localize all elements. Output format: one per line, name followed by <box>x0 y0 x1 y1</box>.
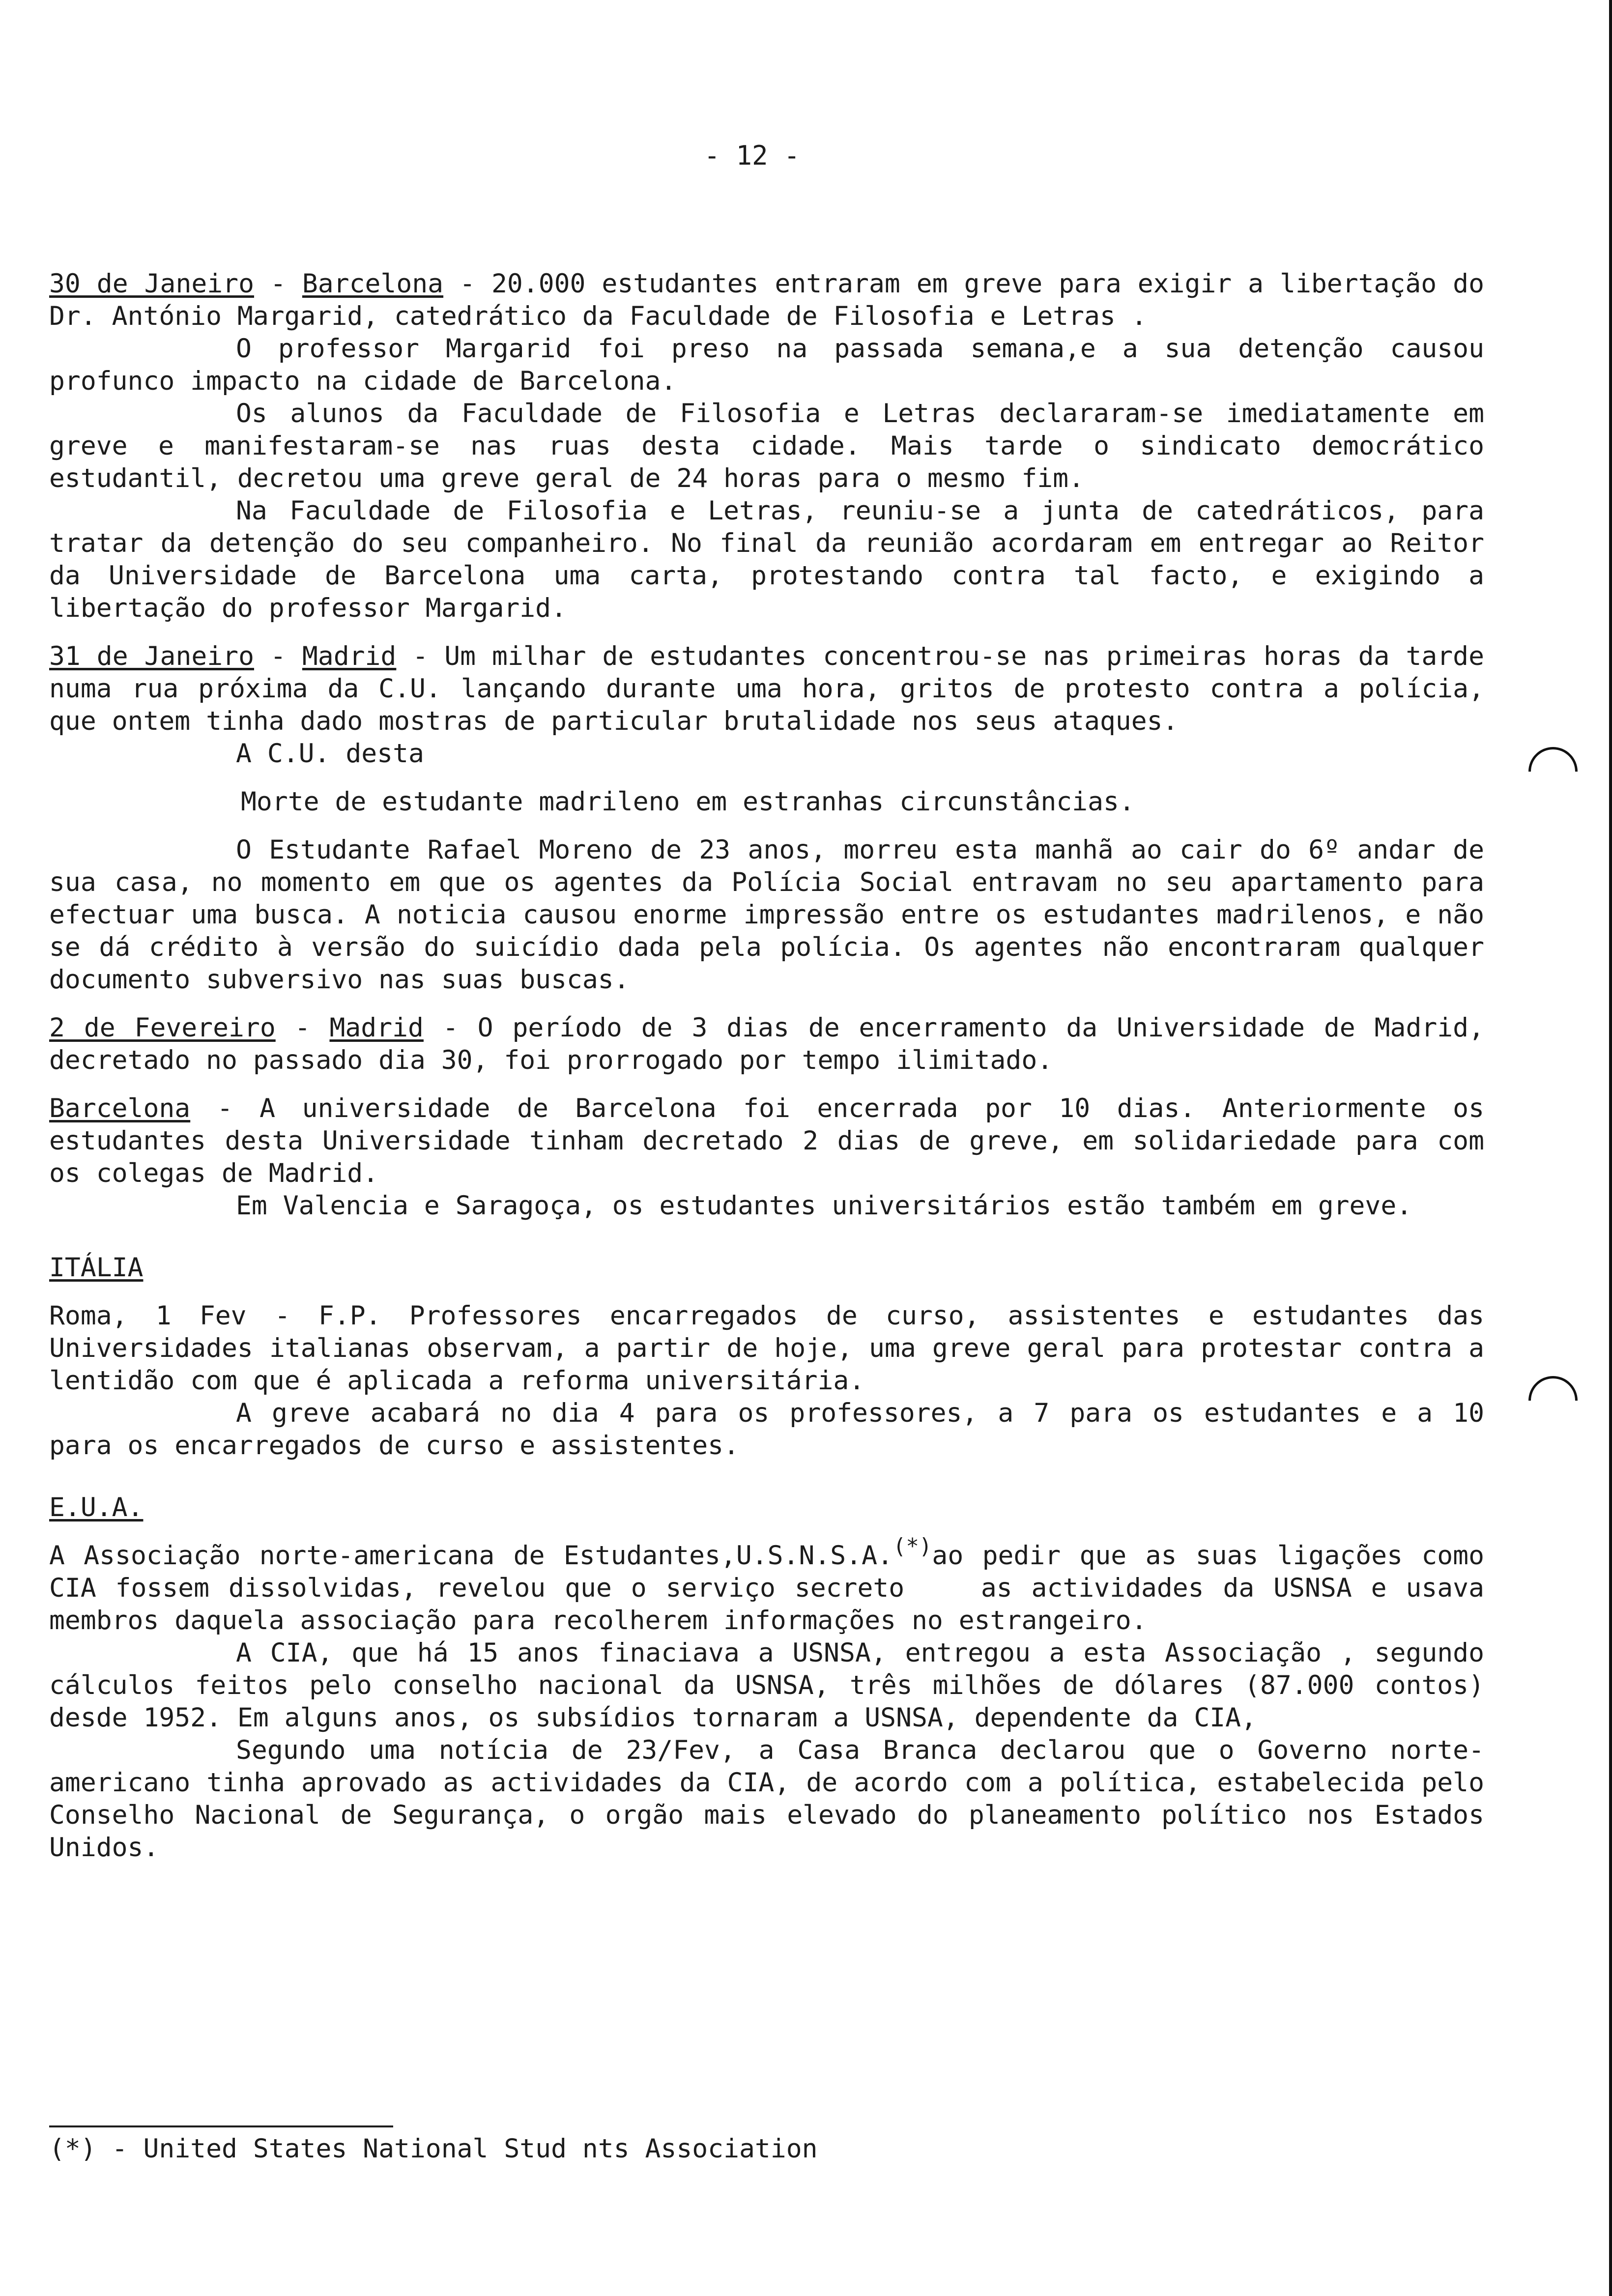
entry-place: Madrid <box>329 1013 424 1043</box>
paragraph: O Estudante Rafael Moreno de 23 anos, morreu esta manhã ao cair do 6º andar de sua casa, no momento em que os agentes da Polícia Social entravam no seu apartamento para efectuar uma busca. A noticia causou enorme impressão entre os estudantes madrilenos, e não se dá crédito à versão do suicídio dada pela polícia. Os agentes não encontraram qualquer documento subversivo nas suas buscas. <box>49 835 1500 995</box>
entry-place: Barcelona <box>49 1093 191 1123</box>
entry-jan30-lead: 30 de Janeiro - Barcelona - 20.000 estudantes entraram em greve para exigir a libertação do Dr. António Margarid, catedrático da Faculdade de Filosofia e Letras . <box>49 269 1500 331</box>
paragraph: Na Faculdade de Filosofia e Letras, reuniu-se a junta de catedráticos, para tratar da detenção do seu companheiro. No final da reunião acordaram em entregar ao Reitor da Universidade de Barcelona uma carta, protestando contra tal facto, e exigindo a libertação do professor Margarid. <box>49 496 1500 623</box>
paragraph: O professor Margarid foi preso na passada semana,e a sua detenção causou profunco impacto na cidade de Barcelona. <box>49 334 1500 396</box>
margin-mark <box>1518 737 1587 806</box>
margin-mark <box>1518 1366 1587 1435</box>
footnote-marker: (*) <box>892 1534 932 1559</box>
entry-date: 30 de Janeiro <box>49 269 254 299</box>
paragraph-text: - O período de 3 dias de encerramento da Universidade de Madrid, decretado no passado dia 30, foi prorrogado por tempo ilimitado. <box>49 1013 1500 1075</box>
footnote-divider <box>49 2125 393 2127</box>
document-body <box>49 268 1500 1864</box>
paragraph: Os alunos da Faculdade de Filosofia e Letras declararam-se imediatamente em greve e manifestaram-se nas ruas desta cidade. Mais tarde o sindicato democrático estudantil, decretou uma greve geral de 24 horas para o mesmo fim. <box>49 399 1500 493</box>
section-heading-eua: E.U.A. <box>49 1492 144 1522</box>
paragraph-text: - A universidade de Barcelona foi encerrada por 10 dias. Anteriormente os estudantes desta Universidade tinham decretado 2 dias de greve, em solidariedade para com os colegas de Madrid. <box>49 1093 1500 1188</box>
entry-date: 31 de Janeiro <box>49 641 254 671</box>
paragraph: A Associação norte-americana de Estudantes,U.S.N.S.A.(*)ao pedir que as suas ligações como CIA fossem dissolvidas, revelou que o serviço secreto as actividades da USNSA e usava membros daquela associação para recolherem informações no estrangeiro. <box>49 1534 1500 1636</box>
paragraph-text: - 20.000 estudantes entraram em greve para exigir a libertação do Dr. António Margarid, catedrático da Faculdade de Filosofia e Letras . <box>49 269 1500 331</box>
paragraph: Roma, 1 Fev - F.P. Professores encarregados de curso, assistentes e estudantes das Universidades italianas observam, a partir de hoje, uma greve geral para protestar contra a lentidão com que é aplicada a reforma universitária. <box>49 1301 1500 1396</box>
paragraph-text: - Um milhar de estudantes concentrou-se nas primeiras horas da tarde numa rua próxima da C.U. lançando durante uma hora, gritos de protesto contra a polícia, que ontem tinha dado mostras de particular brutalidade nos seus ataques. <box>49 641 1500 736</box>
entry-jan31-lead: 31 de Janeiro - Madrid - Um milhar de estudantes concentrou-se nas primeiras horas da tarde numa rua próxima da C.U. lançando durante uma hora, gritos de protesto contra a polícia, que ontem tinha dado mostras de particular brutalidade nos seus ataques. <box>49 641 1500 736</box>
page-edge <box>1609 0 1612 2296</box>
page-number: - 12 - <box>704 140 800 171</box>
subheading: Morte de estudante madrileno em estranhas circunstâncias. <box>241 787 1135 817</box>
entry-date: 2 de Fevereiro <box>49 1013 276 1043</box>
paragraph: A CIA, que há 15 anos finaciava a USNSA, entregou a esta Associação , segundo cálculos feitos pelo conselho nacional da USNSA, três milhões de dólares (87.000 contos) desde 1952. Em alguns anos, os subsídios tornaram a USNSA, dependente da CIA, <box>49 1638 1500 1733</box>
paragraph: Segundo uma notícia de 23/Fev, a Casa Branca declarou que o Governo norte-americano tinha aprovado as actividades da CIA, de acordo com a política, estabelecida pelo Conselho Nacional de Segurança, o orgão mais elevado do planeamento político nos Estados Unidos. <box>49 1735 1500 1863</box>
section-heading-italia: ITÁLIA <box>49 1253 144 1283</box>
paragraph: A C.U. desta <box>236 739 424 769</box>
paragraph: A greve acabará no dia 4 para os professores, a 7 para os estudantes e a 10 para os encarregados de curso e assistentes. <box>49 1398 1500 1461</box>
footnote: (*) - United States National Stud nts Association <box>49 2134 818 2164</box>
entry-place: Barcelona <box>302 269 444 299</box>
entry-place: Madrid <box>302 641 397 671</box>
entry-feb2-barcelona <box>49 1092 1500 1190</box>
paragraph: Em Valencia e Saragoça, os estudantes universitários estão também em greve. <box>236 1191 1412 1221</box>
entry-feb2-lead: 2 de Fevereiro - Madrid - O período de 3 dias de encerramento da Universidade de Madrid, decretado no passado dia 30, foi prorrogado por tempo ilimitado. <box>49 1013 1500 1075</box>
